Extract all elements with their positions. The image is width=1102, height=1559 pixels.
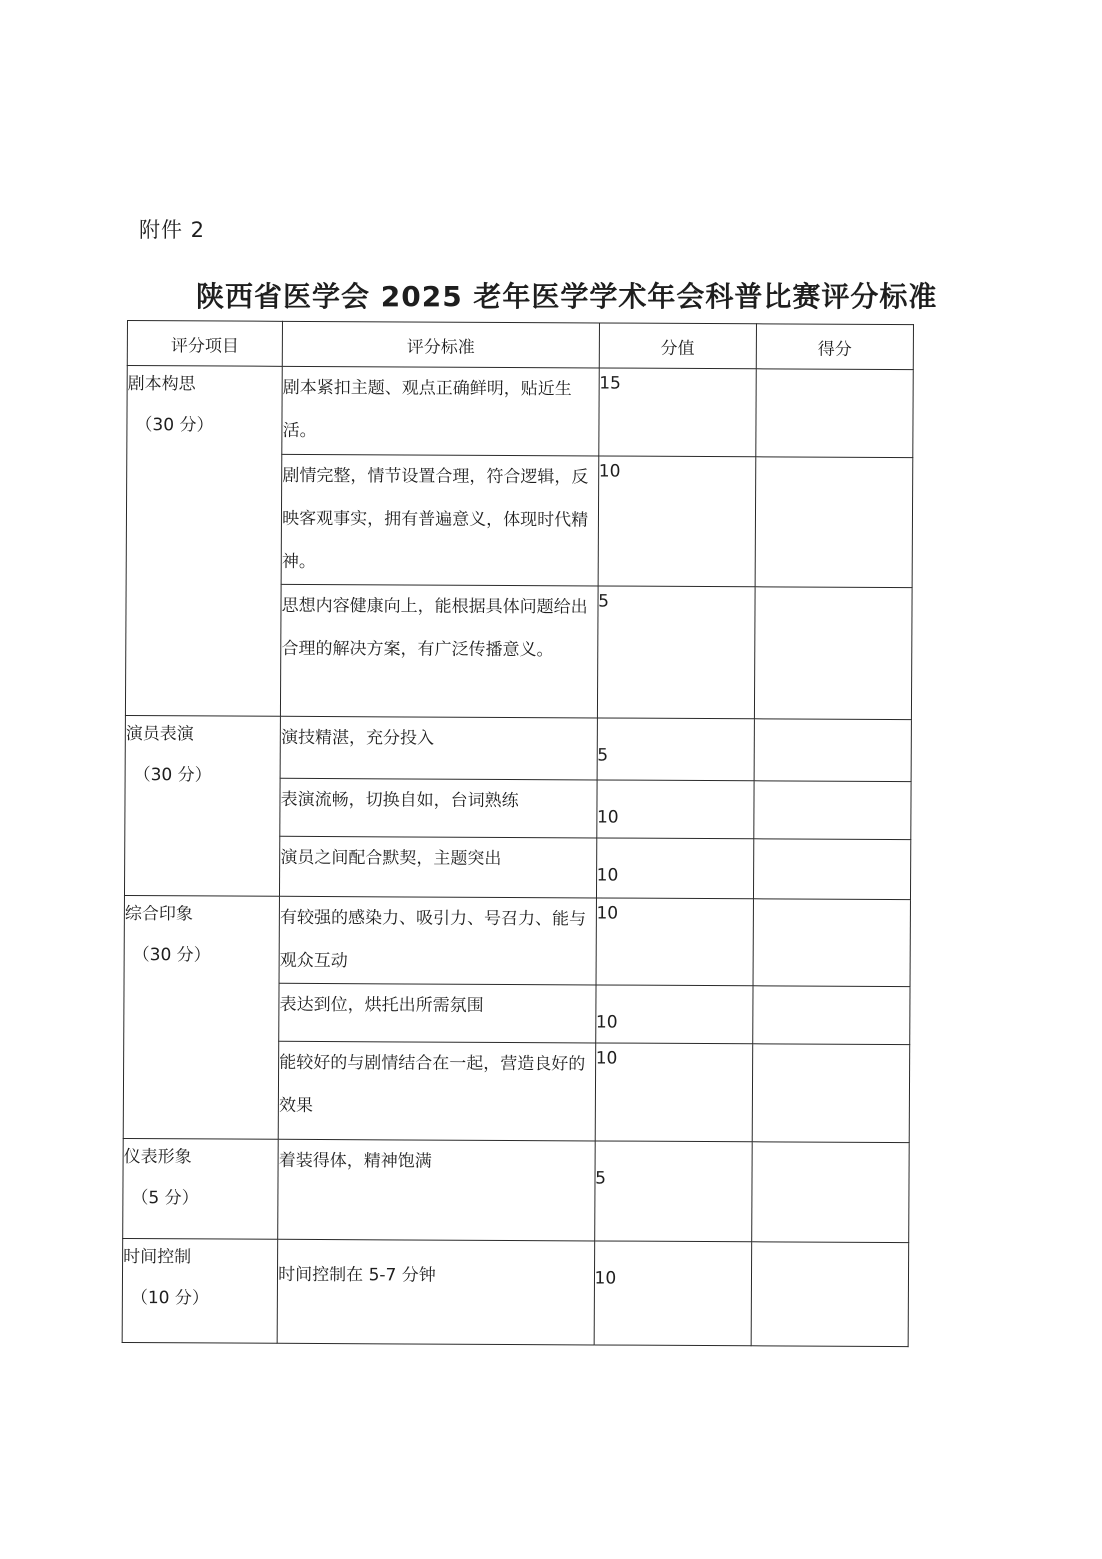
score-cell[interactable]	[754, 719, 912, 782]
criteria-cell: 时间控制在 5-7 分钟	[277, 1239, 594, 1345]
value-cell: 10	[596, 898, 754, 986]
category-name: 综合印象	[124, 903, 193, 925]
criteria-cell: 剧本紧扣主题、观点正确鲜明，贴近生活。	[282, 366, 599, 456]
score-cell[interactable]	[751, 1242, 909, 1347]
score-cell[interactable]	[753, 839, 911, 900]
value-cell: 10	[595, 985, 752, 1044]
category-points: （30 分）	[132, 945, 211, 966]
table-row	[123, 1138, 910, 1242]
value-cell: 5	[597, 718, 755, 781]
table-header-row	[127, 321, 913, 370]
category-points: （5 分）	[131, 1188, 199, 1209]
category-cell	[123, 895, 279, 1139]
category-name: 仪表形象	[123, 1146, 192, 1168]
table-row	[127, 366, 913, 458]
table-row	[122, 1238, 909, 1346]
category-cell	[125, 366, 282, 717]
criteria-cell: 演员之间配合默契，主题突出	[280, 836, 597, 898]
criteria-cell: 演技精湛，充分投入	[280, 716, 597, 780]
table-row	[125, 715, 911, 781]
category-points: （30 分）	[135, 415, 214, 436]
header-item: 评分项目	[127, 321, 282, 367]
category-name: 时间控制	[123, 1246, 192, 1268]
criteria-cell: 着装得体，精神饱满	[278, 1139, 595, 1241]
value-cell: 5	[597, 586, 755, 719]
value-cell: 5	[594, 1141, 752, 1242]
criteria-cell: 剧情完整，情节设置合理，符合逻辑，反映客观事实，拥有普遍意义，体现时代精神。	[281, 454, 598, 586]
value-cell: 15	[598, 368, 756, 457]
header-value: 分值	[599, 323, 756, 369]
category-cell	[123, 1138, 279, 1239]
score-cell[interactable]	[753, 899, 911, 987]
category-cell	[124, 715, 280, 896]
attachment-label: 附件 2	[139, 218, 206, 242]
value-cell: 10	[596, 780, 753, 839]
scoring-table	[122, 320, 914, 1347]
criteria-cell: 有较强的感染力、吸引力、号召力、能与观众互动	[279, 896, 596, 985]
criteria-cell: 能较好的与剧情结合在一起，营造良好的效果	[278, 1041, 595, 1141]
value-cell: 10	[596, 838, 753, 899]
score-cell[interactable]	[752, 986, 910, 1045]
category-name: 演员表演	[125, 723, 194, 745]
score-cell[interactable]	[754, 587, 912, 720]
score-cell[interactable]	[754, 781, 912, 840]
criteria-cell: 表达到位，烘托出所需氛围	[279, 983, 596, 1043]
header-criteria: 评分标准	[282, 321, 599, 368]
criteria-cell: 表演流畅，切换自如，台词熟练	[280, 778, 597, 838]
category-points: （10 分）	[130, 1288, 209, 1309]
score-cell[interactable]	[752, 1044, 910, 1143]
document-title: 陕西省医学会 2025 老年医学学术年会科普比赛评分标准	[196, 280, 938, 313]
category-cell	[122, 1238, 278, 1343]
criteria-cell: 思想内容健康向上，能根据具体问题给出合理的解决方案，有广泛传播意义。	[281, 584, 598, 718]
score-cell[interactable]	[756, 369, 914, 458]
value-cell: 10	[594, 1241, 752, 1346]
score-cell[interactable]	[755, 457, 913, 588]
category-name: 剧本构思	[127, 374, 196, 395]
value-cell: 10	[598, 456, 756, 587]
value-cell: 10	[595, 1043, 753, 1142]
table-row	[124, 895, 910, 986]
score-cell[interactable]	[751, 1142, 909, 1243]
header-score: 得分	[756, 324, 913, 370]
category-points: （30 分）	[133, 765, 212, 786]
